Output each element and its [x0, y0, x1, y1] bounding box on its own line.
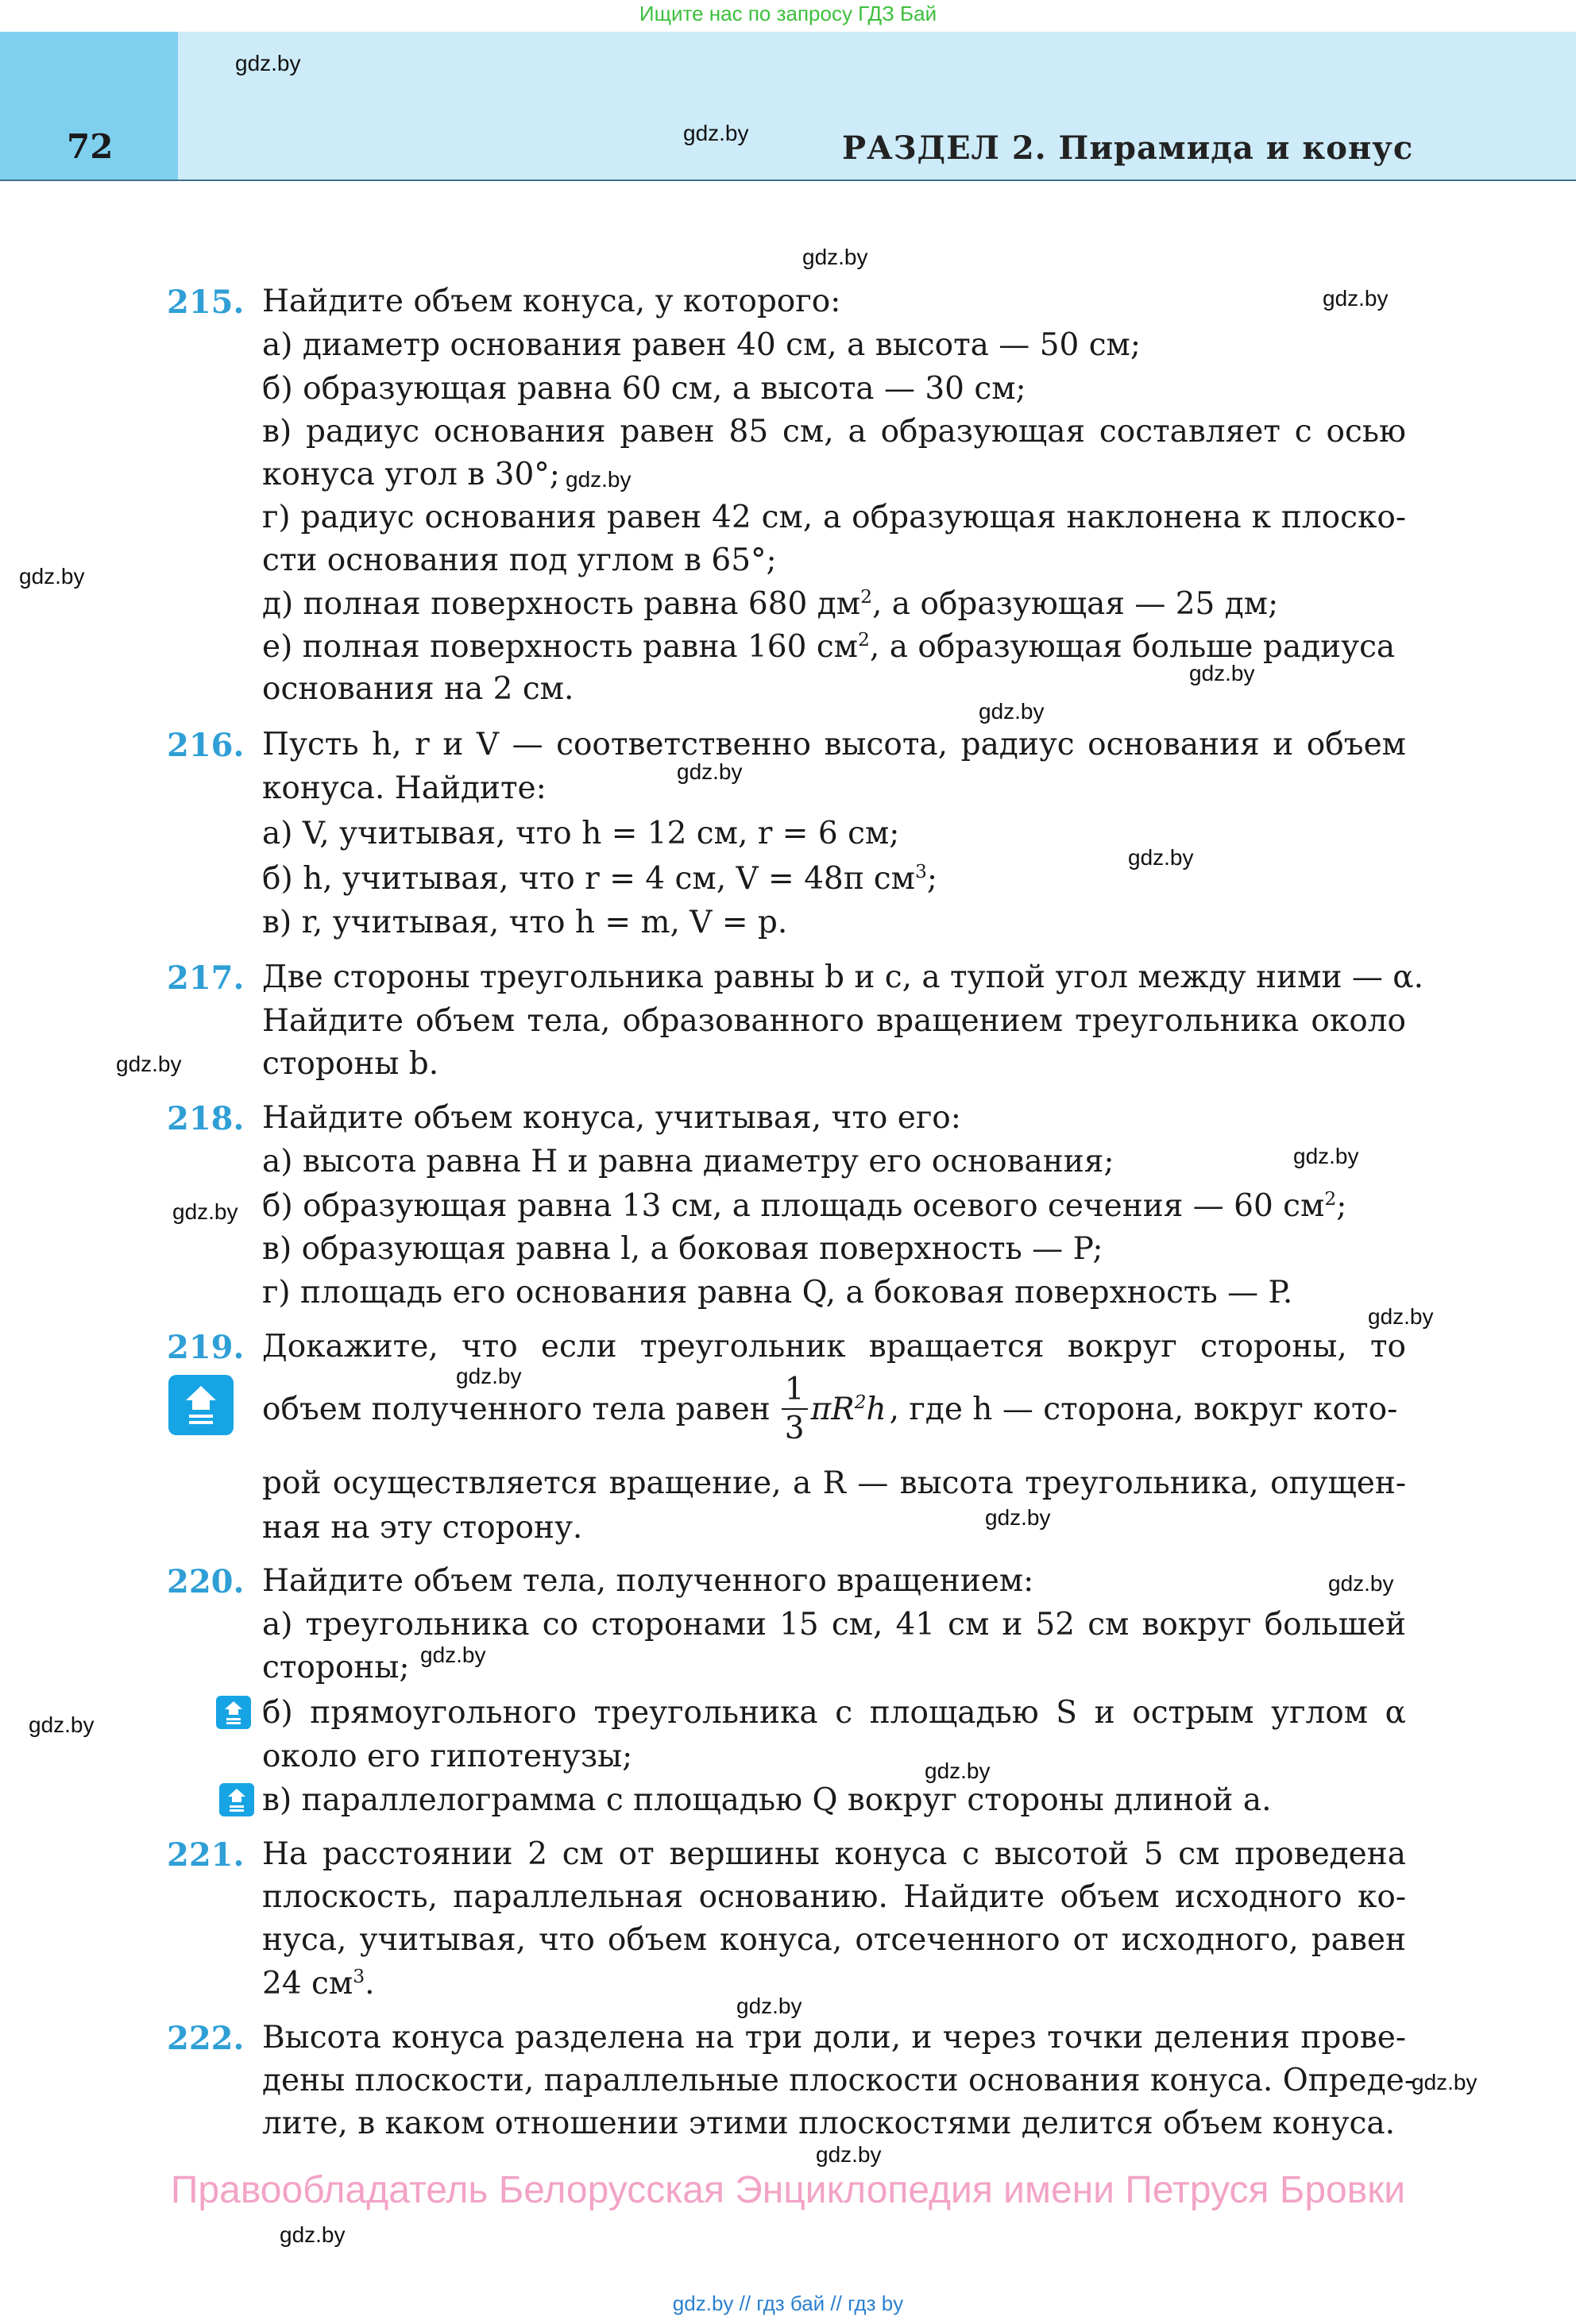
watermark: gdz.by — [420, 1643, 486, 1667]
problem-217-line1: Две стороны треугольника равны b и c, а тупой угол между ними — α. — [262, 959, 1423, 995]
problem-218-b — [262, 1187, 1347, 1224]
problem-218-b-tail: ; — [1336, 1188, 1347, 1224]
problem-215-e-text: е) полная поверхность равна 160 см — [262, 629, 859, 665]
exponent: 2 — [858, 628, 870, 650]
top-search-note: Ищите нас по запросу ГДЗ Бай — [639, 2, 937, 25]
problem-215-e — [262, 628, 1396, 665]
problem-218-b-text: б) образующая равна 13 см, а площадь осевого сечения — 60 см — [262, 1188, 1325, 1224]
problem-217-line2: Найдите объем тела, образованного вращением треугольника около — [262, 1003, 1406, 1039]
problem-number-222: 222. — [167, 2020, 245, 2057]
home-up-icon[interactable] — [219, 1783, 254, 1816]
watermark: gdz.by — [1328, 1571, 1394, 1596]
problem-219-line4: ная на эту сторону. — [262, 1510, 583, 1546]
watermark: gdz.by — [1128, 845, 1194, 870]
problem-216-v: в) r, учитывая, что h = m, V = p. — [262, 905, 788, 940]
problem-number-216: 216. — [167, 727, 245, 764]
watermark: gdz.by — [677, 759, 743, 784]
problem-215-g-line2: сти основания под углом в 65°; — [262, 542, 777, 578]
problem-215-intro: Найдите объем конуса, у которого: — [262, 284, 841, 319]
problem-221-line1: На расстоянии 2 см от вершины конуса с высотой 5 см проведена — [262, 1836, 1406, 1872]
problem-215-g-line1: г) радиус основания равен 42 см, а образующая наклонена к плоско- — [262, 500, 1406, 535]
problem-218-v: в) образующая равна l, а боковая поверхность — P; — [262, 1231, 1103, 1267]
problem-219-line2-tail: , где h — сторона, вокруг кото- — [889, 1391, 1398, 1427]
problem-220-b-line1: б) прямоугольного треугольника с площадью S и острым углом α — [262, 1695, 1406, 1731]
problem-219-line2-text: объем полученного тела равен — [262, 1391, 771, 1427]
problem-221-line4 — [262, 1965, 375, 2002]
problem-220-v: в) параллелограмма с площадью Q вокруг стороны длиной a. — [262, 1782, 1272, 1818]
problem-219-line1: Докажите, что если треугольник вращается вокруг стороны, то — [262, 1329, 1406, 1365]
watermark: gdz.by — [1412, 2070, 1478, 2094]
watermark: gdz.by — [979, 699, 1045, 724]
watermark: gdz.by — [19, 564, 85, 589]
exponent: 2 — [860, 585, 873, 608]
watermark: gdz.by — [925, 1758, 991, 1783]
problem-216-b-tail: ; — [926, 861, 937, 897]
problem-221-line2: плоскость, параллельная основанию. Найдите объем исходного ко- — [262, 1879, 1406, 1915]
problem-220-b-line2: около его гипотенузы; — [262, 1739, 633, 1774]
exponent: 3 — [914, 860, 927, 882]
watermark: gdz.by — [1293, 1144, 1359, 1168]
problem-215-v-line2: конуса угол в 30°; — [262, 457, 560, 492]
watermark: gdz.by — [1189, 661, 1255, 685]
formula — [811, 1393, 886, 1425]
formula-base: πR — [810, 1392, 855, 1427]
exponent: 3 — [353, 1965, 365, 1987]
problem-number-219: 219. — [167, 1329, 245, 1366]
problem-222-line2: дены плоскости, параллельные плоскости основания конуса. Опреде- — [262, 2063, 1415, 2098]
problem-215-a: а) диаметр основания равен 40 см, а высота — 50 см; — [262, 327, 1141, 363]
watermark: gdz.by — [816, 2142, 882, 2167]
problem-215-e-line2: основания на 2 см. — [262, 671, 574, 707]
problem-215-d-tail: , а образующая — 25 дм; — [872, 586, 1279, 622]
problem-219-line2 — [262, 1374, 1406, 1444]
fraction — [782, 1374, 808, 1444]
problem-216-b — [262, 860, 937, 897]
problem-222-line3: лите, в каком отношении этими плоскостями делится объем конуса. — [262, 2106, 1396, 2141]
watermark: gdz.by — [985, 1505, 1051, 1530]
problem-220-intro: Найдите объем тела, полученного вращением: — [262, 1563, 1034, 1599]
watermark: gdz.by — [29, 1712, 95, 1737]
problem-number-218: 218. — [167, 1100, 245, 1137]
problem-215-v-line1: в) радиус основания равен 85 см, а образующая составляет с осью — [262, 414, 1406, 450]
problem-215-d-text: д) полная поверхность равна 680 дм — [262, 586, 861, 622]
problem-216-line1: Пусть h, r и V — соответственно высота, радиус основания и объем — [262, 727, 1406, 762]
fraction-numerator: 1 — [782, 1374, 808, 1410]
problem-215-e-tail: , а образующая больше радиуса — [869, 629, 1396, 665]
watermark: gdz.by — [280, 2222, 346, 2247]
problem-215-d — [262, 585, 1279, 622]
copyright-holder: Правообладатель Белорусская Энциклопедия имени Петруся Бровки — [170, 2169, 1406, 2211]
problem-219-line3: рой осуществляется вращение, а R — высота треугольника, опущен- — [262, 1465, 1406, 1501]
home-up-icon[interactable] — [216, 1696, 251, 1729]
problem-218-a: а) высота равна H и равна диаметру его основания; — [262, 1144, 1114, 1179]
watermark: gdz.by — [235, 51, 301, 75]
watermark: gdz.by — [456, 1364, 522, 1388]
problem-220-a-line1: а) треугольника со сторонами 15 см, 41 см и 52 см вокруг большей — [262, 1607, 1406, 1643]
problem-number-215: 215. — [167, 284, 245, 321]
problem-216-line2: конуса. Найдите: — [262, 770, 547, 806]
problem-215-b: б) образующая равна 60 см, а высота — 30 см; — [262, 371, 1026, 407]
problem-221-line4-text: 24 см — [262, 1966, 353, 2002]
watermark: gdz.by — [1368, 1304, 1434, 1329]
footer-links[interactable]: gdz.by // гдз бай // гдз by — [672, 2291, 904, 2315]
watermark: gdz.by — [802, 245, 868, 269]
page-number: 72 — [67, 127, 114, 166]
watermark: gdz.by — [116, 1052, 182, 1076]
watermark: gdz.by — [736, 1994, 802, 2018]
problem-number-220: 220. — [167, 1563, 245, 1600]
formula-tail: h — [866, 1392, 886, 1427]
watermark: gdz.by — [172, 1199, 238, 1224]
problem-number-221: 221. — [167, 1836, 245, 1874]
problem-218-g: г) площадь его основания равна Q, а боковая поверхность — P. — [262, 1275, 1293, 1311]
home-up-icon[interactable] — [168, 1375, 234, 1435]
problem-222-line1: Высота конуса разделена на три доли, и через точки деления прове- — [262, 2020, 1406, 2056]
problem-221-line3: нуса, учитывая, что объем конуса, отсеченного от исходного, равен — [262, 1922, 1406, 1958]
exponent: 2 — [1324, 1187, 1337, 1210]
section-title: РАЗДЕЛ 2. Пирамида и конус — [842, 129, 1414, 167]
exponent: 2 — [854, 1391, 867, 1413]
watermark: gdz.by — [566, 467, 632, 492]
problem-number-217: 217. — [167, 959, 245, 997]
header-divider — [0, 180, 1576, 181]
watermark: gdz.by — [1323, 286, 1389, 311]
fraction-denominator: 3 — [784, 1411, 805, 1446]
problem-217-line3: стороны b. — [262, 1046, 439, 1082]
problem-216-a: а) V, учитывая, что h = 12 см, r = 6 см; — [262, 816, 900, 851]
problem-218-intro: Найдите объем конуса, учитывая, что его: — [262, 1100, 961, 1136]
watermark: gdz.by — [683, 121, 749, 145]
problem-220-a-line2: стороны; — [262, 1650, 410, 1685]
problem-221-line4-tail: . — [365, 1966, 375, 2002]
problem-216-b-text: б) h, учитывая, что r = 4 см, V = 48π см — [262, 861, 915, 897]
